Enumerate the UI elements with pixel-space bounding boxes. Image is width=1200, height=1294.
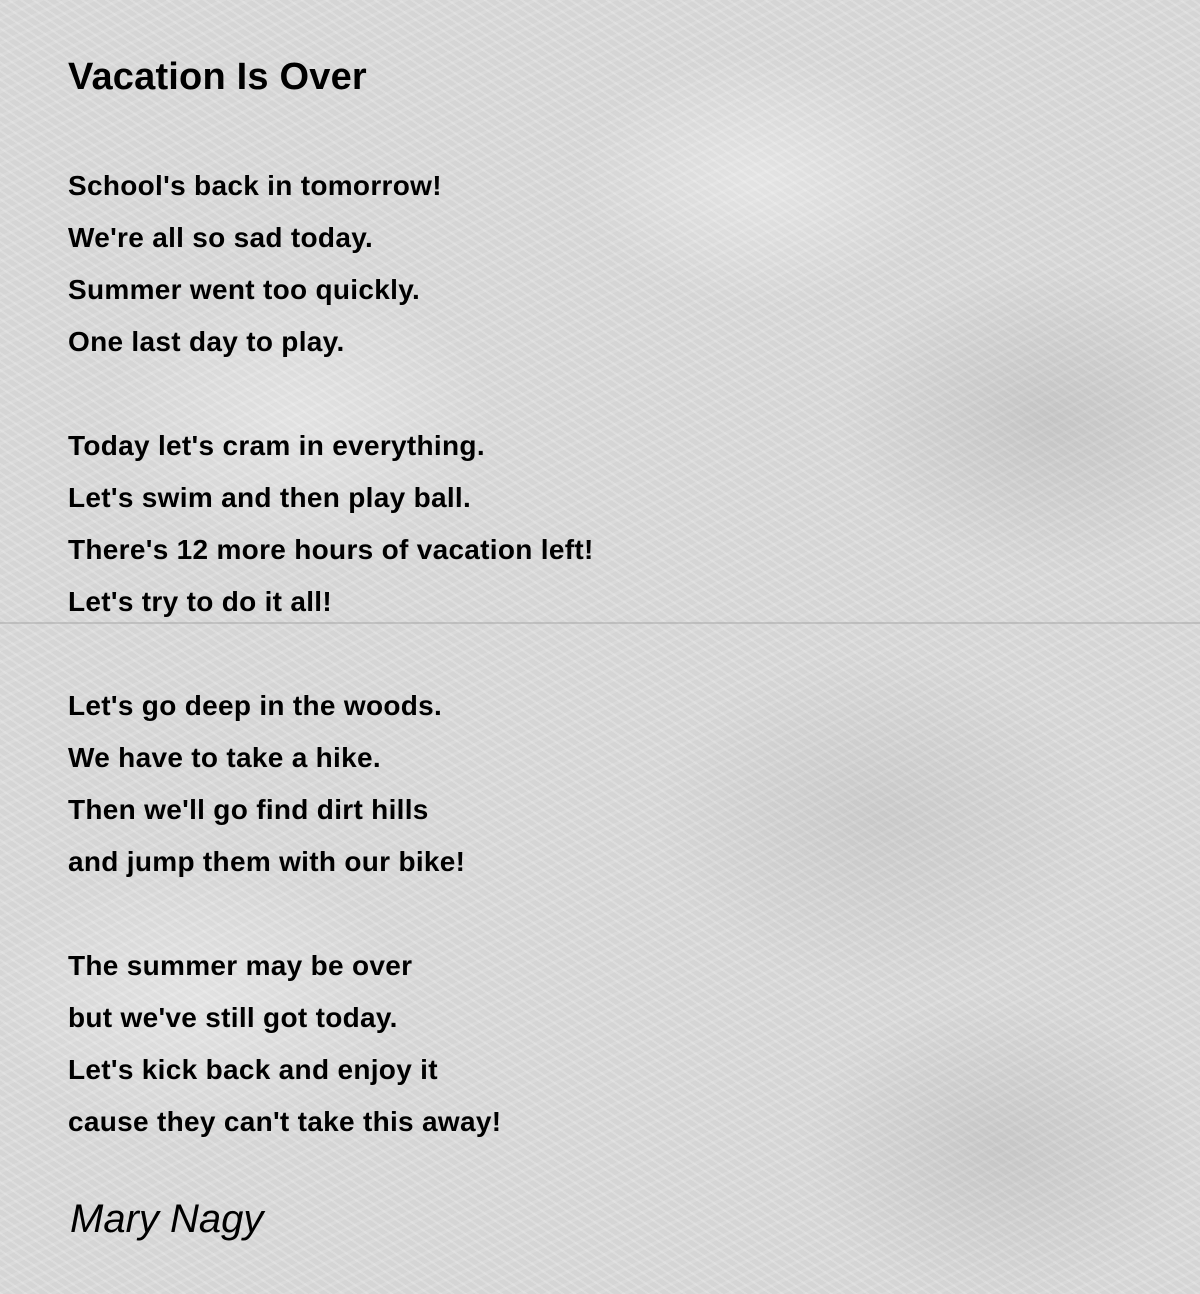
poem-line: cause they can't take this away! — [68, 1106, 502, 1137]
stanza-2 — [68, 420, 1148, 628]
poem-line: Let's swim and then play ball. — [68, 482, 472, 513]
poem-line: Today let's cram in everything. — [68, 430, 485, 461]
poem-line: Then we'll go find dirt hills — [68, 794, 429, 825]
poem-line: Let's kick back and enjoy it — [68, 1054, 438, 1085]
stanza-3 — [68, 680, 1148, 888]
poem-line: There's 12 more hours of vacation left! — [68, 534, 594, 565]
poem-line: The summer may be over — [68, 950, 413, 981]
poem-container — [68, 54, 1148, 1200]
poem-title: Vacation Is Over — [68, 56, 367, 98]
poem-line: Let's try to do it all! — [68, 586, 333, 617]
poem-line: We're all so sad today. — [68, 222, 374, 253]
poem-line: School's back in tomorrow! — [68, 170, 442, 201]
poem-line: One last day to play. — [68, 326, 345, 357]
poem-line: Summer went too quickly. — [68, 274, 421, 305]
poem-body — [68, 160, 1148, 1148]
poem-line: We have to take a hike. — [68, 742, 381, 773]
poem-line: and jump them with our bike! — [68, 846, 466, 877]
poem-line: but we've still got today. — [68, 1002, 398, 1033]
poem-line: Let's go deep in the woods. — [68, 690, 443, 721]
stanza-4 — [68, 940, 1148, 1148]
poem-author: Mary Nagy — [70, 1197, 264, 1241]
stanza-1 — [68, 160, 1148, 368]
